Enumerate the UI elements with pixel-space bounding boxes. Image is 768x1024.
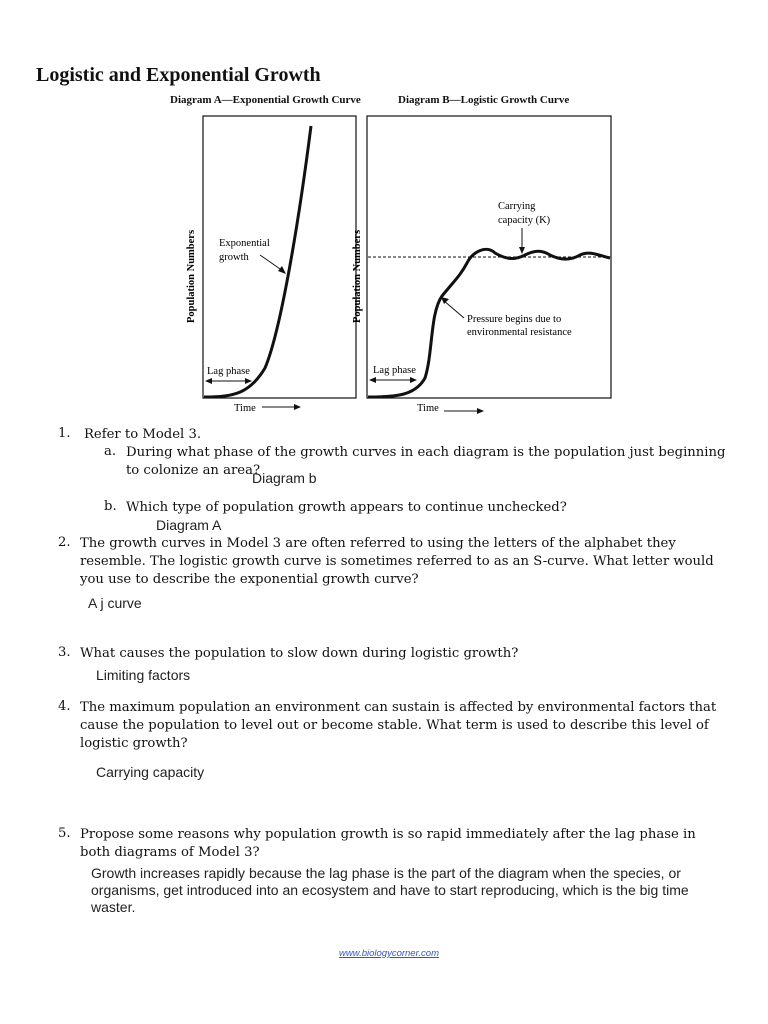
q1a-text: During what phase of the growth curves in each diagram is the population just beginning to colonize an area?	[126, 445, 726, 478]
diagram-a-exponential-curve	[180, 108, 360, 418]
diagram-a-annotation-line2: growth	[219, 252, 249, 263]
q1a-number: a.	[104, 444, 117, 459]
diagram-b-xlabel: Time	[417, 403, 439, 414]
diagram-b-time-arrowhead	[477, 408, 484, 414]
q1-text: Refer to Model 3.	[84, 427, 202, 442]
q1b-number: b.	[104, 499, 117, 514]
q5-number: 5.	[58, 826, 71, 841]
diagram-b-lag-arrow-left	[369, 377, 376, 383]
q3-number: 3.	[58, 645, 71, 660]
q3-text: What causes the population to slow down during logistic growth?	[80, 646, 519, 661]
diagram-b-ylabel: Population Numbers	[352, 229, 363, 323]
pressure-arrow	[443, 300, 464, 318]
q4-number: 4.	[58, 699, 71, 714]
q5-answer[interactable]: Growth increases rapidly because the lag phase is the part of the diagram when the species, or organisms, get introduced into an ecosystem and have to start reproducing, which is the big time waster.	[91, 865, 689, 915]
q1b-text: Which type of population growth appears to continue unchecked?	[126, 500, 567, 515]
diagram-a-title: Diagram A—Exponential Growth Curve	[170, 94, 361, 106]
diagram-a-time-arrowhead	[294, 404, 301, 410]
diagram-b-logistic-curve	[345, 108, 615, 418]
pressure-arrowhead	[441, 297, 449, 304]
diagram-a-xlabel: Time	[234, 403, 256, 414]
q5-text: Propose some reasons why population growth is so rapid immediately after the lag phase in both diagrams of Model 3?	[80, 827, 696, 860]
q1b-answer[interactable]: Diagram A	[156, 517, 222, 533]
diagram-a-annotation-arrow	[260, 255, 283, 271]
carrying-capacity-arrowhead	[519, 247, 525, 254]
diagram-a-arrowhead	[278, 266, 286, 274]
diagram-b-lag-label: Lag phase	[373, 365, 416, 376]
diagram-a-ylabel: Population Numbers	[186, 229, 197, 323]
pressure-label-line1: Pressure begins due to	[467, 314, 562, 325]
q1a-answer[interactable]: Diagram b	[252, 470, 317, 486]
pressure-label-line2: environmental resistance	[467, 327, 572, 338]
diagram-a-lag-arrow-left	[205, 378, 212, 384]
page-title: Logistic and Exponential Growth	[36, 64, 321, 86]
q3-answer[interactable]: Limiting factors	[96, 667, 191, 683]
carrying-capacity-label-line2: capacity (K)	[498, 215, 551, 226]
diagram-b-title: Diagram B—Logistic Growth Curve	[398, 94, 570, 106]
q1-number: 1.	[58, 426, 71, 441]
q2-answer[interactable]: A j curve	[88, 595, 142, 611]
diagram-a-lag-arrow-right	[245, 378, 252, 384]
q4-answer[interactable]: Carrying capacity	[96, 764, 205, 780]
q2-number: 2.	[58, 535, 71, 550]
diagram-a-lag-label: Lag phase	[207, 366, 250, 377]
carrying-capacity-label-line1: Carrying	[498, 201, 536, 212]
q2-text: The growth curves in Model 3 are often referred to using the letters of the alphabet they resemble. The logistic growth curve is sometimes referred to as an S-curve. What letter would you use to describe the exponential growth curve?	[80, 536, 714, 587]
footer-link[interactable]: www.biologycorner.com	[339, 948, 439, 959]
q4-text: The maximum population an environment can sustain is affected by environmental factors that cause the population to level out or become stable. What term is used to describe this level of logistic growth?	[80, 700, 717, 751]
diagram-a-annotation-line1: Exponential	[219, 238, 270, 249]
diagram-b-lag-arrow-right	[410, 377, 417, 383]
